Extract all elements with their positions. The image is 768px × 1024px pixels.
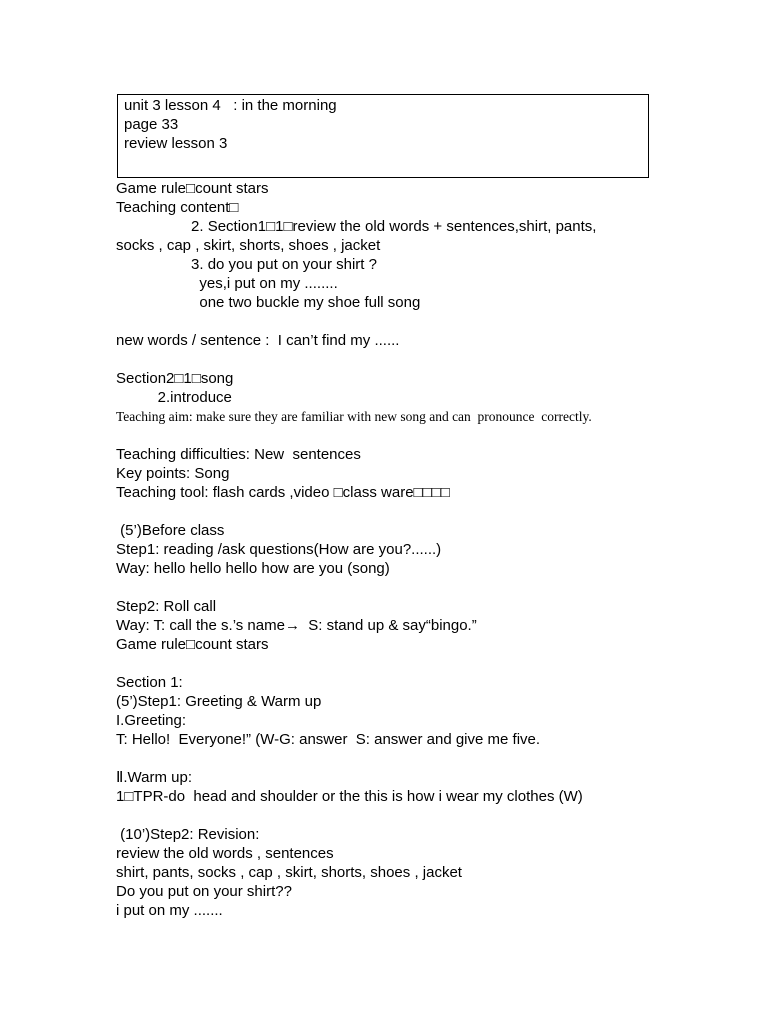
text-line: Game rule□count stars	[116, 180, 269, 197]
text-line: (10’)Step2: Revision:	[116, 826, 260, 843]
text-line: 2. Section1□1□review the old words + sentences,shirt, pants,	[116, 218, 597, 235]
header-line-title: unit 3 lesson 4 : in the morning	[124, 97, 337, 114]
header-line-review: review lesson 3	[124, 135, 228, 152]
blank-line	[116, 578, 656, 597]
text-line: one two buckle my shoe full song	[116, 294, 421, 311]
text-line: T: Hello! Everyone!” (W-G: answer S: answer and give me five.	[116, 731, 541, 748]
text-line: Teaching tool: flash cards ,video □class ware□□□□	[116, 484, 450, 501]
text-line: Section2□1□song	[116, 370, 234, 387]
text-line: Teaching difficulties: New sentences	[116, 446, 361, 463]
text-line: 1□TPR-do head and shoulder or the this is how i wear my clothes (W)	[116, 788, 583, 805]
text-line: yes,i put on my ........	[116, 275, 338, 292]
text-line: Step2: Roll call	[116, 598, 217, 615]
text-line: socks , cap , skirt, shorts, shoes , jacket	[116, 237, 381, 254]
text-line: 2.introduce	[116, 389, 232, 406]
blank-line	[116, 654, 656, 673]
text-line: Way: hello hello hello how are you (song)	[116, 560, 390, 577]
text-line: (5’)Before class	[116, 522, 225, 539]
blank-line	[116, 350, 656, 369]
text-line: 3. do you put on your shirt ?	[116, 256, 377, 273]
text-line: Do you put on your shirt??	[116, 883, 292, 900]
blank-line	[116, 312, 656, 331]
text-line: I.Greeting:	[116, 712, 187, 729]
text-line: Key points: Song	[116, 465, 230, 482]
text-line: new words / sentence : I can’t find my ......	[116, 332, 400, 349]
blank-line	[116, 806, 656, 825]
blank-line	[116, 502, 656, 521]
text-line: Teaching aim: make sure they are familiar with new song and can pronounce correctly.	[116, 409, 592, 424]
text-line: shirt, pants, socks , cap , skirt, shorts, shoes , jacket	[116, 864, 462, 881]
text-line: Ⅱ.Warm up:	[116, 769, 193, 786]
text-line: Game rule□count stars	[116, 636, 269, 653]
text-line: (5’)Step1: Greeting & Warm up	[116, 693, 322, 710]
blank-line	[116, 749, 656, 768]
text-line: Step1: reading /ask questions(How are you?......)	[116, 541, 442, 558]
text-line: Teaching content□	[116, 199, 239, 216]
text-line: Section 1:	[116, 674, 183, 691]
text-line: Way: T: call the s.’s name→ S: stand up & say“bingo.”	[116, 617, 477, 634]
header-line-page: page 33	[124, 116, 179, 133]
text-line: review the old words , sentences	[116, 845, 334, 862]
lesson-header-box	[117, 94, 649, 178]
blank-line	[116, 426, 656, 445]
lesson-plan-body	[116, 179, 656, 920]
text-line: i put on my .......	[116, 902, 223, 919]
